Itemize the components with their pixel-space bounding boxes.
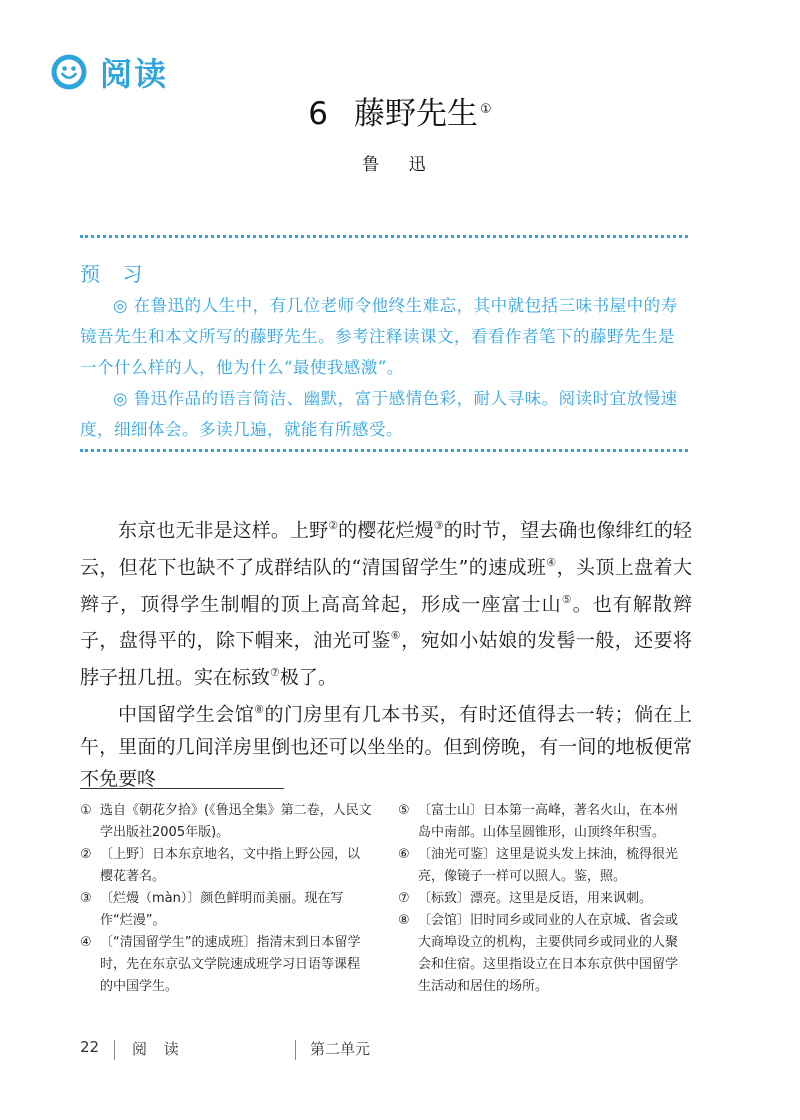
text-run: 的樱花烂熳 [338,519,434,542]
footer-divider [114,1040,115,1060]
footnote-item [80,888,372,932]
footnote-mark: ⑤ [398,803,410,818]
footnote-mark: ⑥ [398,847,410,862]
footnote-mark: ② [80,847,92,862]
footnote-item [398,910,690,998]
footer-unit: 第二单元 [310,1040,371,1058]
dotted-divider-top [80,235,688,238]
footnote-item [80,932,372,998]
article-title-text: 藤野先生 [354,96,479,132]
footnote-ref[interactable]: ⑦ [270,666,280,680]
footnotes-left [80,800,372,998]
text-run: 极了。 [279,666,337,689]
footnote-ref[interactable]: ⑥ [390,629,402,643]
footnote-text: 〔“清国留学生”的速成班〕指清末到日本留学时，先在东京弘文学院速成班学习日语等课程的中国学生。 [100,935,361,994]
footnote-ref[interactable]: ④ [546,555,557,569]
preview-paragraph: ◎ 鲁迅作品的语言简洁、幽默，富于感情色彩，耐人寻味。阅读时宜放慢速度，细细体会。多读几遍，就能有所感受。 [80,389,678,439]
text-run: ，头顶上盘着大辫子，顶得学生制帽的顶上高高耸起，形成一座富士山 [80,556,692,615]
footnote-text: 〔上野〕日本东京地名，文中指上野公园，以樱花著名。 [100,847,361,884]
footnote-mark: ③ [80,891,92,906]
footnote-mark: ⑦ [398,891,410,906]
footnote-text: 〔油光可鉴〕这里是说头发上抹油，梳得很光亮，像镜子一样可以照人。鉴，照。 [418,847,679,884]
footer-divider [295,1040,296,1060]
body-paragraph [80,694,692,796]
text-run: 的时节，望去确也像绯红的轻云，但花下也缺不了成群结队的“清国留学生”的速成班 [80,519,692,579]
preview-box [80,258,690,445]
article-author: 鲁 迅 [362,155,438,175]
title-footnote-mark[interactable]: ① [480,101,492,117]
footnote-item [398,800,690,844]
footnotes-right [398,800,690,998]
footnote-item [80,844,372,888]
footnote-item [398,844,690,888]
dotted-divider-bottom [80,449,688,452]
preview-paragraph: ◎ 在鲁迅的人生中，有几位老师令他终生难忘，其中就包括三味书屋中的寿镜吾先生和本文所写的藤野先生。参考注释读课文，看看作者笔下的藤野先生是一个什么样的人，他为什么“最使我感激”。 [80,296,678,377]
article-number: 6 [308,96,329,132]
footnote-item [398,888,690,910]
page-number: 22 [80,1038,100,1056]
footnote-text: 〔标致〕漂亮。这里是反语，用来讽刺。 [418,891,653,906]
footer-section: 阅 读 [132,1040,185,1058]
footnote-text: 选自《朝花夕拾》(《鲁迅全集》第二卷，人民文学出版社2005年版)。 [100,803,372,840]
preview-heading: 预 习 [80,262,151,286]
article-title [0,88,800,133]
footnote-text: 〔会馆〕旧时同乡或同业的人在京城、省会或大商埠设立的机构，主要供同乡或同业的人聚会和住宿。这里指设立在日本东京供中国留学生活动和居住的场所。 [418,913,679,994]
footnote-text: 〔富士山〕日本第一高峰，著名火山，在本州岛中南部。山体呈圆锥形，山顶终年积雪。 [418,803,679,840]
text-run: 东京也无非是这样。上野 [118,519,329,542]
footnote-mark: ① [80,803,92,818]
text-run: 中国留学生会馆 [118,703,255,726]
body-paragraph [80,510,692,694]
page-footer [80,1038,720,1062]
footnote-rule [80,788,284,789]
section-label: 阅读 [100,55,169,93]
footnote-ref[interactable]: ② [328,519,339,532]
footnote-item [80,800,372,844]
text-run: 的门房里有几本书买，有时还值得去一转；倘在上午，里面的几间洋房里倒也还可以坐坐的。但到傍晚，有一间的地板便常不免要咚 [80,703,692,791]
footnote-mark: ④ [80,935,92,950]
smiley-face-icon [50,53,88,91]
footnote-text: 〔烂熳（màn）〕颜色鲜明而美丽。现在写作“烂漫”。 [100,891,344,928]
article-body [80,510,692,796]
text-run: ，宛如小姑娘的发髻一般，还要将脖子扭几扭。实在标致 [80,629,692,689]
footnote-ref[interactable]: ⑤ [561,592,573,606]
footnote-ref[interactable]: ③ [433,519,444,532]
text-run: 。也有解散辫子，盘得平的，除下帽来，油光可鉴 [80,592,692,652]
footnote-ref[interactable]: ⑧ [254,703,265,717]
footnote-mark: ⑧ [398,913,410,928]
